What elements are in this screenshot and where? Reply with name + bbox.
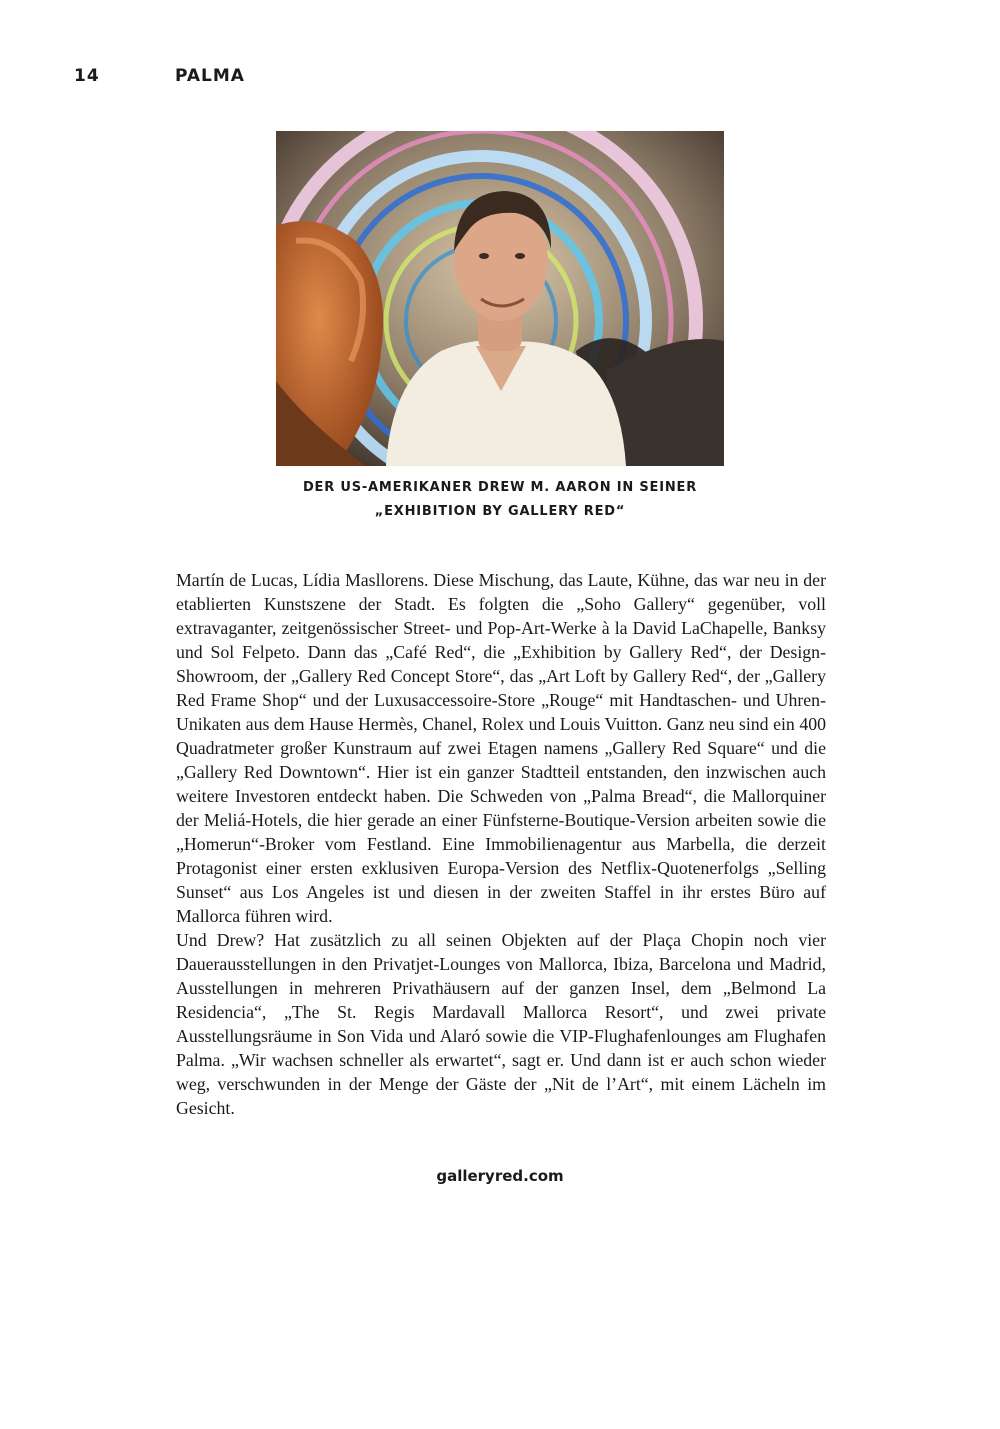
section-title: PALMA [175, 66, 245, 86]
photo-illustration [276, 131, 724, 466]
article-paragraph-1: Martín de Lucas, Lídia Masllorens. Diese Mischung, das Laute, Kühne, das war neu in der etablierten Kunstszene der Stadt. Es folgten die „Soho Gallery“ gegenüber, voll extravaganter, zeitgenössischer Street- und Pop-Art-Werke à la David LaChapelle, Banksy und Sol Felpeto. Dann das „Café Red“, die „Exhibition by Gallery Red“, der Design-Showroom, der „Gallery Red Concept Store“, das „Art Loft by Gallery Red“, der „Gallery Red Frame Shop“ und der Luxusaccessoire-Store „Rouge“ mit Handtaschen- und Uhren-Unikaten aus dem Hause Hermès, Chanel, Rolex und Louis Vuitton. Ganz neu sind ein 400 Quadratmeter großer Kunstraum auf zwei Etagen namens „Gallery Red Square“ und die „Gallery Red Downtown“. Hier ist ein ganzer Stadtteil entstanden, den inzwischen auch weitere Investoren entdeckt haben. Die Schweden von „Palma Bread“, die Mallorquiner der Meliá-Hotels, die hier gerade an einer Fünfsterne-Boutique-Version arbeiten sowie die „Homerun“-Broker vom Festland. Eine Immobilienagentur aus Marbella, die derzeit Protagonist einer ersten exklusiven Europa-Version des Netflix-Quotenerfolgs „Selling Sunset“ aus Los Angeles ist und diesen in der zweiten Staffel in ihr erstes Büro auf Mallorca führen wird. [176, 570, 826, 926]
page-header [74, 66, 245, 86]
article-body [176, 568, 826, 1120]
photo-caption: DER US-AMERIKANER DREW M. AARON IN SEINER „EXHIBITION BY GALLERY RED“ [302, 480, 698, 519]
gallery-website-link[interactable]: galleryred.com [436, 1167, 564, 1185]
article-photo [276, 131, 724, 466]
article-paragraph-2: Und Drew? Hat zusätzlich zu all seinen Objekten auf der Plaça Chopin noch vier Dauerausstellungen in den Privatjet-Lounges von Mallorca, Ibiza, Barcelona und Madrid, Ausstellungen in mehreren Privathäusern auf der ganzen Insel, dem „Belmond La Residencia“, „The St. Regis Mardavall Mallorca Resort“, und zwei private Ausstellungsräume in Son Vida und Alaró sowie die VIP-Flughafenlounges am Flughafen Palma. „Wir wachsen schneller als erwartet“, sagt er. Und dann ist er auch schon wieder weg, verschwunden in der Menge der Gäste der „Nit de l’Art“, mit einem Lächeln im Gesicht. [176, 930, 826, 1118]
page-number: 14 [74, 66, 100, 86]
